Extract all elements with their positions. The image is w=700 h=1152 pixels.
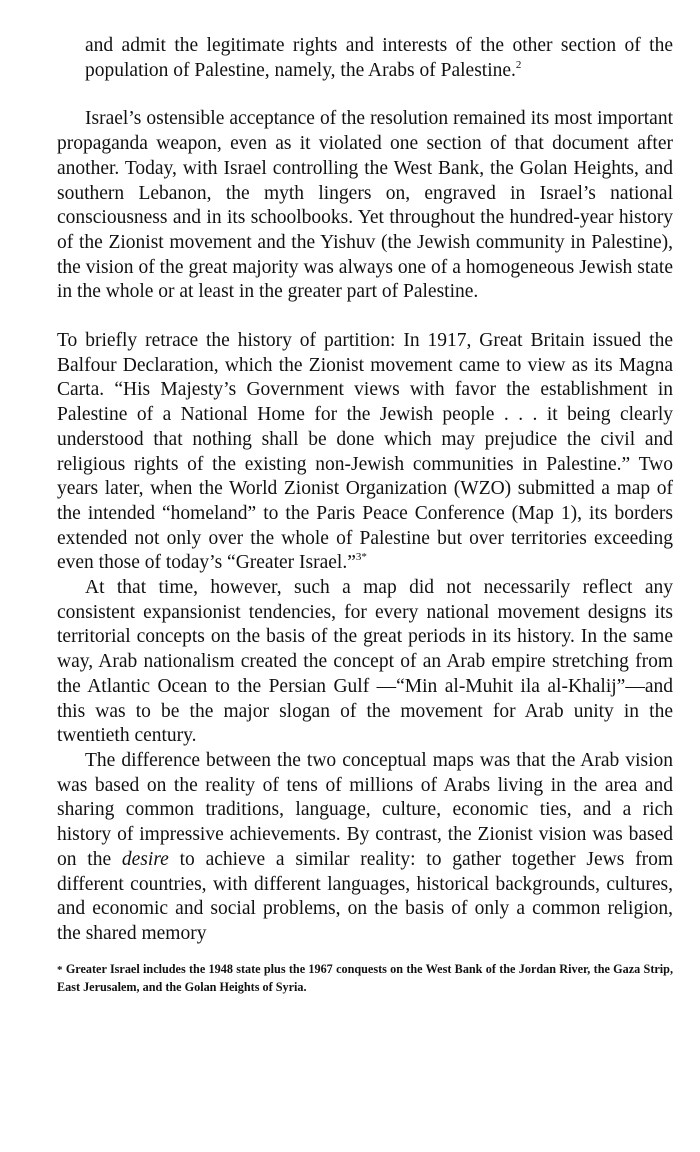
footnote-reference: 3* [355, 551, 367, 564]
paragraph-text: The difference between the two conceptual maps was that the Arab vision was based on the reality of tens of millions of Arabs living in the area and sharing common traditions, language, culture, economic ties, and a rich history of impressive achievements. By contrast, the Zionist vision was based on the [57, 749, 673, 870]
paragraph: At that time, however, such a map did not necessarily reflect any consistent expansionist tendencies, for every national movement designs its territorial concepts on the basis of the great periods in its history. In the same way, Arab nationalism created the concept of an Arab empire stretching from the Atlantic Ocean to the Persian Gulf —“Min al-Muhit ila al-Khalij”—and this was to be the major slogan of the movement for Arab unity in the twentieth century. [57, 577, 673, 747]
paragraph [57, 749, 673, 947]
paragraph-gap [57, 83, 673, 107]
paragraph-text: to achieve a similar reality: to gather together Jews from different countries, with different languages, historical backgrounds, cultures, and economic and social problems, on the basis of only a common religion, the shared memory [57, 848, 674, 944]
quote-ending [85, 34, 673, 83]
footnote-reference: 2 [515, 58, 522, 71]
footnote-mark: * [57, 963, 63, 976]
paragraph: Israel’s ostensible acceptance of the resolution remained its most important propaganda weapon, even as it violated one section of that document after another. Today, with Israel controlling the West Bank, the Golan Heights, and southern Lebanon, the myth lingers on, engraved in Israel’s national consciousness and in its schoolbooks. Yet throughout the hundred-year history of the Zionist movement and the Yishuv (the Jewish community in Palestine), the vision of the great majority was always one of a homogeneous Jewish state in the whole or at least in the greater part of Palestine. [57, 108, 673, 303]
paragraph [57, 329, 673, 576]
paragraph-text: To briefly retrace the history of partition: In 1917, Great Britain issued the Balfour Declaration, which the Zionist movement came to view as its Magna Carta. “His Majesty’s Government views with favor the establishment in Palestine of a National Home for the Jewish people . . . it being clearly understood that nothing shall be done which may prejudice the civil and religious rights of the existing non-Jewish communities in Palestine.” Two years later, when the World Zionist Organization (WZO) submitted a map of the intended “homeland” to the Paris Peace Conference (Map 1), its borders extended not only over the whole of Palestine but over territories exceeding even those of today’s “Greater Israel.” [57, 330, 673, 574]
book-page [57, 34, 673, 997]
footnote-text: Greater Israel includes the 1948 state plus the 1967 conquests on the West Bank of the Jordan River, the Gaza Strip, East Jerusalem, and the Golan Heights of Syria. [57, 961, 674, 995]
quote-text: and admit the legitimate rights and interests of the other section of the population of Palestine, namely, the Arabs of Palestine. [85, 35, 673, 81]
footnote [57, 961, 673, 997]
paragraph-gap [57, 305, 673, 329]
emphasized-word: desire [121, 848, 169, 870]
